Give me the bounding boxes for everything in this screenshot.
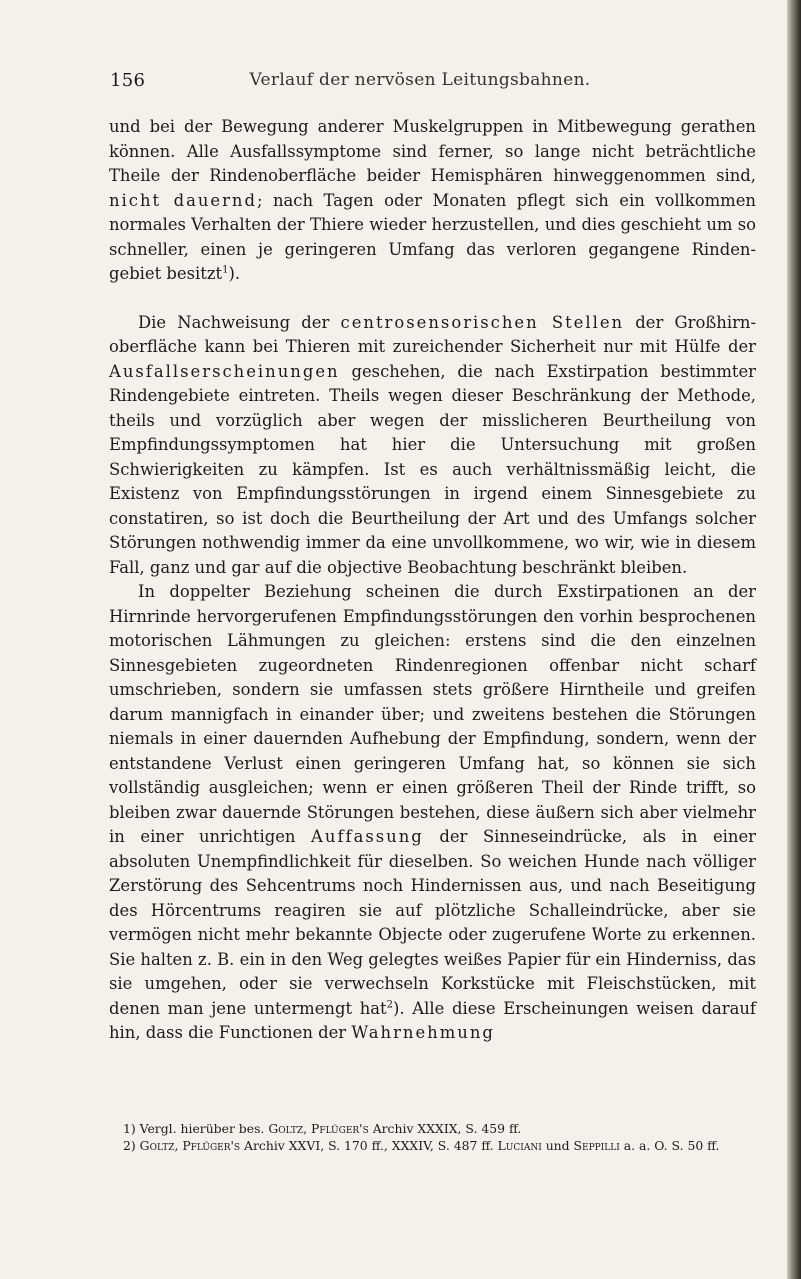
paragraph-1 <box>109 115 756 287</box>
paragraph-2 <box>109 311 756 581</box>
text-run: Archiv XXXIX, S. 459 ff. <box>368 1121 522 1136</box>
emphasis: Ausfallserscheinungen <box>109 361 340 381</box>
text-run: ). <box>228 264 241 283</box>
emphasis: Wahrnehmung <box>351 1023 495 1042</box>
text-run: , <box>303 1121 311 1136</box>
text-run: ) Vergl. hierüber bes. <box>130 1121 269 1136</box>
text-run: der Großhirn-oberfläche kann bei Thieren mit zureichender Sicherheit nur mit Hülfe der <box>109 312 756 356</box>
footnote-ref-2[interactable]: 2 <box>386 999 394 1011</box>
author-name: Pflüger's <box>182 1138 241 1153</box>
author-name: Pflüger's <box>310 1121 369 1136</box>
paragraph-3 <box>109 580 756 1046</box>
page-edge-shadow <box>787 0 801 1279</box>
footnote-1 <box>109 1120 756 1137</box>
text-run: Theile der Rindenoberfläche beider Hemisphären hinweggenommen sind, <box>109 166 756 185</box>
emphasis: nicht dauernd <box>109 190 257 210</box>
text-run: ; nach Tagen oder Monaten pflegt sich ein vollkommen <box>256 190 756 210</box>
text-run: können. Alle Ausfallssymptome sind ferner, so lange nicht beträchtliche <box>109 141 756 161</box>
author-name: Luciani <box>497 1138 542 1153</box>
text-run: a. a. O. S. 50 ff. <box>619 1138 720 1153</box>
footnote-number: 1 <box>123 1121 131 1136</box>
text-run: so schneller, einen je geringeren Umfang das verloren gegangene Rinden- <box>109 215 756 259</box>
text-run: und bei der Bewegung anderer Muskelgruppen in Mitbewegung gerathen <box>109 117 756 136</box>
text-run: und <box>541 1138 574 1153</box>
emphasis: centrosensorischen Stellen <box>340 312 625 332</box>
page-header <box>110 70 730 98</box>
text-run: geschehen, die nach Exstirpation bestimmter Rindengebiete eintreten. Theils wegen dieser Beschränkung der Methode, theils und vorzüglich aber wegen der misslicheren Beurtheilung von Empfindungssymptomen hat hier die Untersuchung mit großen Schwierigkeiten zu kämpfen. Ist es auch verhältnissmäßig leicht, die Existenz von Empfindungsstörungen in irgend einem Sinnesgebiete zu constatiren, so ist doch die Beurtheilung der Art und des Umfangs solcher Störungen nothwendig immer da eine unvollkommene, wo wir, wie in diesem Fall, ganz und gar auf die objective Beobachtung beschränkt bleiben. <box>109 361 756 577</box>
footnote-2 <box>109 1137 756 1154</box>
footnote-number: 2 <box>123 1138 131 1153</box>
paragraph-gap <box>109 287 756 311</box>
emphasis: Auffassung <box>311 827 424 846</box>
footnote-ref-1[interactable]: 1 <box>222 264 229 276</box>
text-run: der Sinneseindrücke, als in einer absoluten Unempfindlichkeit für dieselben. So weichen Hunde nach völliger Zerstörung des Sehcentrums noch Hindernissen aus, und nach Beseitigung des Hörcentrums reagiren sie auf plötzliche Schalleindrücke, aber sie vermögen nicht mehr bekannte Objecte oder zugerufene Worte zu erkennen. Sie halten z. B. ein in den Weg gelegtes weißes Papier für ein Hinderniss, das sie umgehen, oder sie verwechseln Korkstücke mit Fleischstücken, mit denen man jene untermengt hat <box>109 827 757 1018</box>
text-run: , <box>174 1138 183 1153</box>
text-run: Archiv XXVI, S. 170 ff., XXXIV, S. 487 ff. <box>240 1138 498 1153</box>
author-name: Goltz <box>139 1138 175 1153</box>
author-name: Goltz <box>268 1121 304 1136</box>
author-name: Seppilli <box>573 1138 620 1153</box>
page-number: 156 <box>110 70 146 91</box>
footnotes <box>109 1120 756 1154</box>
text-run: Die Nachweisung der <box>138 312 341 332</box>
text-run: ) <box>130 1138 140 1153</box>
text-run: gebiet besitzt <box>109 264 223 283</box>
text-run: In doppelter Beziehung scheinen die durch Exstirpationen an der Hirnrinde hervorgerufenen Empfindungsstörungen den vorhin besprochenen motorischen Lähmungen zu gleichen: erstens sind die den einzelnen Sinnesgebieten zugeordneten Rindenregionen offenbar nicht scharf umschrieben, sondern sie umfassen stets größere Hirntheile und greifen darum mannigfach in einander über; und zweitens bestehen die Störungen niemals in einer dauernden Aufhebung der Empfindung, sondern, wenn der entstandene Verlust einen geringeren Umfang hat, so können sie sich vollständig ausgleichen; wenn er einen größeren Theil der Rinde trifft, so bleiben zwar dauernde Störungen bestehen, diese äußern sich aber vielmehr in einer unrichtigen <box>109 582 756 846</box>
text-run: ). Alle diese Erscheinungen weisen darauf hin, dass die Functionen der <box>109 998 756 1042</box>
running-head: Verlauf der nervösen Leitungsbahnen. <box>249 70 591 90</box>
text-run: normales Verhalten der Thiere wieder herzustellen, und dies geschieht um <box>109 215 733 234</box>
body-text <box>109 115 756 1046</box>
